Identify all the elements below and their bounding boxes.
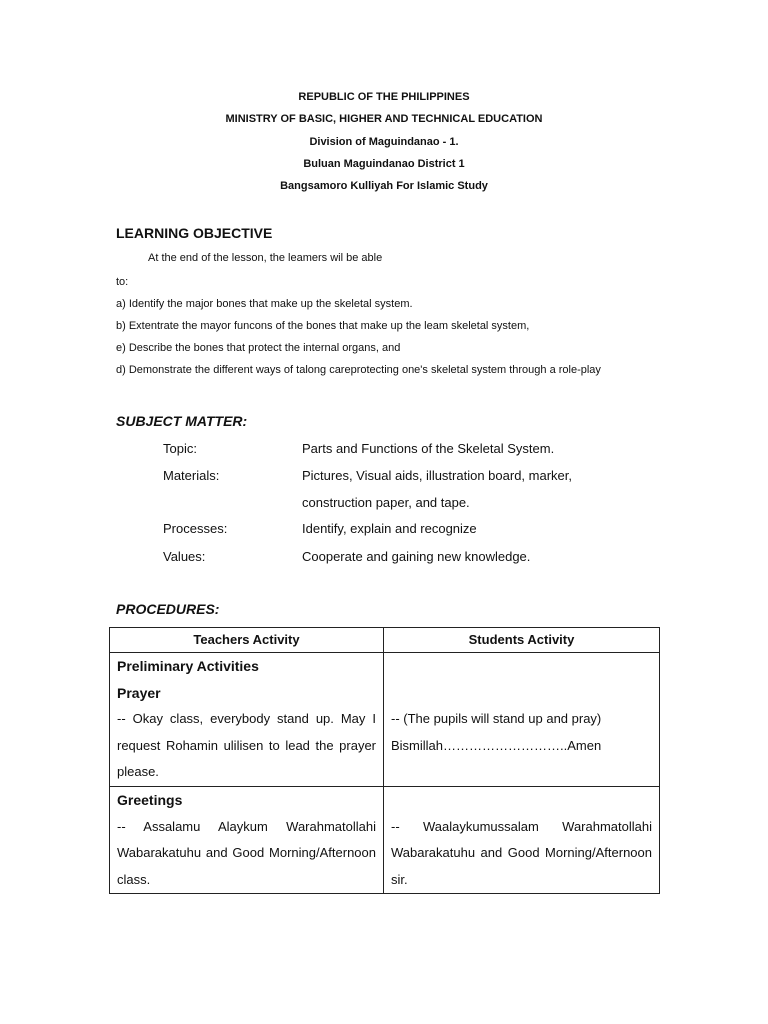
procedures-table	[109, 627, 660, 894]
objective-item: d) Demonstrate the different ways of talong careprotecting one's skeletal system through a role-play	[116, 364, 601, 376]
subject-value-materials: Pictures, Visual aids, illustration board, marker,	[302, 468, 572, 483]
student-cell-greetings	[384, 786, 660, 893]
subject-value-materials-cont: construction paper, and tape.	[302, 495, 470, 510]
student-cell-prayer	[384, 653, 660, 787]
objective-item: b) Extentrate the mayor funcons of the bones that make up the leam skeletal system,	[116, 320, 530, 332]
subject-value-values: Cooperate and gaining new knowledge.	[302, 549, 531, 564]
learning-objective-intro: At the end of the lesson, the leamers wil be able	[148, 252, 383, 264]
header-republic: REPUBLIC OF THE PHILIPPINES	[298, 91, 470, 103]
header-division: Division of Maguindanao - 1.	[309, 135, 459, 148]
spacer	[391, 653, 652, 706]
table-row	[110, 653, 660, 787]
spacer	[391, 787, 652, 814]
greetings-heading: Greetings	[117, 791, 183, 808]
prayer-student-amen: Bismillah………………………..Amen	[391, 737, 602, 753]
learning-objective-title: LEARNING OBJECTIVE	[116, 225, 273, 241]
subject-value-topic: Parts and Functions of the Skeletal System.	[302, 441, 555, 456]
objective-item: a) Identify the major bones that make up the skeletal system.	[116, 298, 413, 310]
subject-label-topic: Topic:	[163, 441, 197, 456]
teacher-cell-prayer	[110, 653, 384, 787]
prayer-student-text: -- (The pupils will stand up and pray)	[391, 711, 602, 726]
learning-objective-intro-cont: to:	[116, 276, 129, 288]
preliminary-heading: Preliminary Activities	[117, 658, 259, 674]
objective-item: e) Describe the bones that protect the internal organs, and	[116, 342, 401, 354]
col-header-students: Students Activity	[384, 628, 660, 653]
table-header-row	[110, 628, 660, 653]
document-header	[0, 86, 768, 197]
teacher-cell-greetings	[110, 786, 384, 893]
greetings-teacher-text: -- Assalamu Alaykum Warahmatollahi Wabarakatuhu and Good Morning/Afternoon class.	[117, 818, 376, 887]
header-ministry: MINISTRY OF BASIC, HIGHER AND TECHNICAL EDUCATION	[225, 113, 543, 126]
procedures-title: PROCEDURES:	[116, 601, 220, 617]
subject-label-materials: Materials:	[163, 468, 220, 483]
table-row	[110, 786, 660, 893]
subject-label-processes: Processes:	[163, 521, 228, 536]
greetings-student-text: -- Waalaykumussalam Warahmatollahi Wabarakatuhu and Good Morning/Afternoon sir.	[391, 818, 652, 887]
header-school: Bangsamoro Kulliyah For Islamic Study	[280, 180, 488, 193]
subject-matter-title: SUBJECT MATTER:	[116, 413, 248, 429]
header-district: Buluan Maguindanao District 1	[303, 157, 465, 170]
subject-value-processes: Identify, explain and recognize	[302, 521, 477, 536]
prayer-teacher-text: -- Okay class, everybody stand up. May I request Rohamin ulilisen to lead the prayer please.	[117, 711, 376, 780]
subject-label-values: Values:	[163, 549, 206, 564]
col-header-teachers: Teachers Activity	[110, 628, 384, 653]
prayer-heading: Prayer	[117, 684, 161, 701]
